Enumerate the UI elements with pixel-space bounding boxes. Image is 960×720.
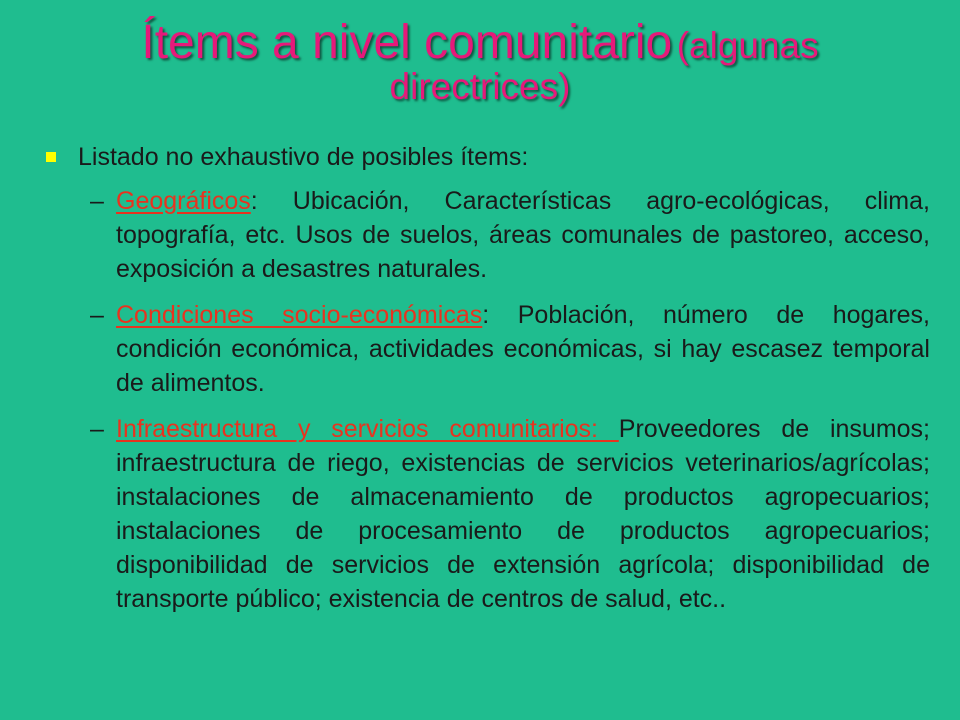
sub-item-separator: :	[250, 187, 293, 215]
title-main: Ítems a nivel comunitario	[141, 16, 673, 69]
sub-item-key: Condiciones socio-económicas	[116, 301, 483, 329]
sub-item-geograficos	[90, 184, 930, 286]
dash-marker: –	[90, 415, 104, 443]
sub-item-separator: :	[591, 415, 619, 443]
sub-item-infraestructura	[90, 412, 930, 616]
title-paren-first: (algunas	[676, 25, 819, 66]
title-paren-second: directrices)	[389, 66, 571, 108]
sub-item-condiciones	[90, 298, 930, 400]
sub-item-text: Proveedores de insumos; infraestructura de riego, existencias de servicios veterinarios/agrícolas; instalaciones de almacenamiento de productos agropecuarios; instalaciones de procesamiento de productos agropecuarios; disponibilidad de servicios de extensión agrícola; disponibilidad de transporte público; existencia de centros de salud, etc..	[116, 415, 930, 613]
sub-item-key: Infraestructura y servicios comunitarios	[116, 415, 592, 443]
dash-marker: –	[90, 187, 104, 215]
sub-item-text: Ubicación, Características agro-ecológicas, clima, topografía, etc. Usos de suelos, áreas comunales de pastoreo, acceso, exposición a desastres naturales.	[116, 187, 930, 283]
slide-content	[40, 140, 930, 628]
dash-marker: –	[90, 301, 104, 329]
bullet-item	[40, 140, 930, 174]
sub-item-key: Geográficos	[116, 187, 251, 215]
slide-title	[30, 18, 930, 107]
bullet-text: Listado no exhaustivo de posibles ítems:	[78, 143, 529, 171]
sub-item-separator: :	[482, 301, 518, 329]
square-bullet-icon	[46, 152, 56, 162]
sub-item-text: Población, número de hogares, condición económica, actividades económicas, si hay escasez temporal de alimentos.	[116, 301, 930, 397]
